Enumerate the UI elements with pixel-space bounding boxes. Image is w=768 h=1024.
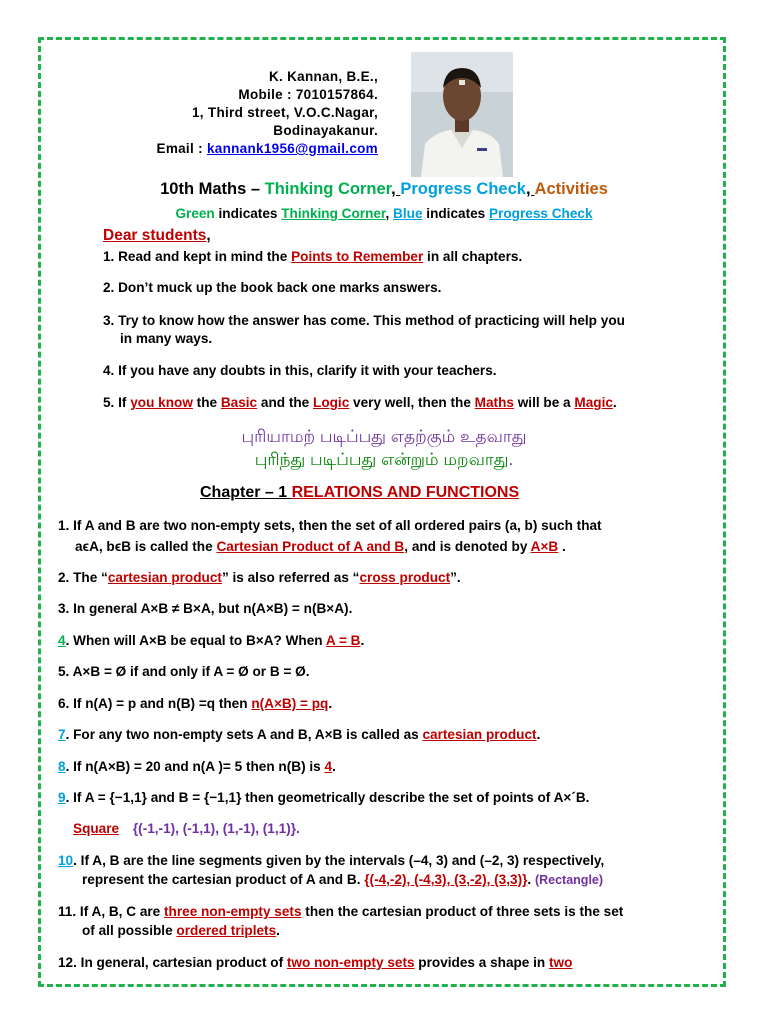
point-8-end: .	[332, 759, 336, 774]
intro-5-i: will be a	[513, 395, 575, 410]
point-2-end: ”.	[450, 570, 461, 585]
tamil-line-2-text: புரிந்து படிப்பது என்றும் மறவாது	[254, 450, 509, 469]
intro-5-magic: Magic	[574, 395, 613, 410]
point-12-two: two	[549, 955, 573, 970]
intro-point-3a: 3. Try to know how the answer has come. This method of practicing will help you	[103, 313, 625, 328]
author-photo	[411, 52, 513, 177]
point-8-answer: 4	[324, 759, 333, 774]
greeting-text: Dear students	[103, 227, 207, 244]
title-prefix: 10th Maths –	[160, 180, 265, 198]
legend-indicates-2: indicates	[426, 206, 486, 221]
point-10-rectangle: (Rectangle)	[534, 873, 604, 887]
point-2	[58, 570, 461, 585]
legend-blue: Blue	[393, 206, 423, 221]
intro-point-5	[103, 395, 617, 410]
point-10-number: 10	[58, 853, 74, 868]
intro-5-maths: Maths	[474, 395, 514, 410]
point-2-cross: cross product	[359, 570, 451, 585]
point-9-answer-line	[73, 821, 300, 836]
point-11-text: 11. If A, B, C are	[58, 904, 165, 919]
legend-green: Green	[175, 206, 215, 221]
point-11a	[58, 904, 623, 919]
point-8-number: 8	[58, 759, 66, 774]
author-email-line	[100, 140, 378, 158]
tamil-line-2-dot: .	[508, 450, 514, 469]
point-11-triplets: ordered triplets	[176, 923, 277, 938]
author-mobile: Mobile : 7010157864.	[238, 87, 378, 102]
point-1b	[75, 539, 566, 554]
point-12-text: 12. In general, cartesian product of	[58, 955, 287, 970]
title-progress-check: Progress Check	[400, 180, 526, 198]
point-9-square: Square	[73, 821, 120, 836]
title-activities: Activities	[534, 180, 608, 198]
email-label: Email :	[156, 141, 203, 156]
point-8	[58, 759, 336, 774]
point-12-two-sets: two non-empty sets	[286, 955, 415, 970]
email-link[interactable]: kannank1956@gmail.com	[206, 141, 378, 156]
contact-block	[100, 68, 378, 158]
point-1-mid: , and is denoted by	[404, 539, 531, 554]
title-comma-1: ,	[391, 180, 401, 198]
point-4	[58, 633, 364, 648]
title-thinking-corner: Thinking Corner	[264, 180, 392, 198]
point-4-end: .	[360, 633, 365, 648]
point-10-sep: .	[527, 872, 535, 887]
point-9-number: 9	[58, 790, 66, 805]
point-1-cartesian: Cartesian Product of A and B	[216, 539, 405, 554]
point-1a: 1. If A and B are two non-empty sets, then the set of all ordered pairs (a, b) such that	[58, 518, 602, 533]
intro-point-4: 4. If you have any doubts in this, clarify it with your teachers.	[103, 363, 497, 378]
author-name: K. Kannan, B.E.,	[268, 69, 378, 84]
legend-comma: ,	[385, 206, 390, 221]
tamil-line-1: புரியாமற் படிப்பது எதற்கும் உதவாது	[241, 427, 527, 446]
greeting	[103, 227, 211, 245]
author-address-line1: 1, Third street, V.O.C.Nagar,	[191, 105, 378, 120]
point-9-set: {(-1,-1), (-1,1), (1,-1), (1,1)}.	[132, 821, 300, 836]
point-6	[58, 696, 332, 711]
legend-thinking-corner: Thinking Corner	[281, 206, 386, 221]
intro-5-e: and the	[257, 395, 314, 410]
intro-5-c: the	[192, 395, 221, 410]
intro-5-end: .	[612, 395, 617, 410]
color-legend	[0, 206, 768, 221]
point-7-number: 7	[58, 727, 66, 742]
point-8-text: . If n(A×B) = 20 and n(A )= 5 then n(B) is	[65, 759, 325, 774]
intro-1-text: 1. Read and kept in mind the	[103, 249, 292, 264]
point-7-end: .	[536, 727, 541, 742]
point-5: 5. A×B = Ø if and only if A = Ø or B = Ø.	[58, 664, 310, 679]
point-3: 3. In general A×B ≠ B×A, but n(A×B) = n(B×A).	[58, 601, 353, 616]
chapter-heading	[200, 484, 519, 502]
point-7-answer: cartesian product	[422, 727, 537, 742]
point-12-text-2: provides a shape in	[414, 955, 550, 970]
point-2-a: 2. The “	[58, 570, 108, 585]
point-1-text: aϵA, bϵB is called the	[75, 539, 217, 554]
point-6-text: 6. If n(A) = p and n(B) =q then	[58, 696, 252, 711]
tamil-line-2	[0, 450, 768, 472]
point-10-text: . If A, B are the line segments given by the intervals (–4, 3) and (–2, 3) respectively,	[73, 853, 605, 868]
point-4-number: 4	[58, 633, 66, 648]
point-2-c: ” is also referred as “	[221, 570, 360, 585]
point-11b	[82, 923, 280, 938]
point-7-text: . For any two non-empty sets A and B, A×B is called as	[65, 727, 423, 742]
point-10-answer: {(-4,-2), (-4,3), (3,-2), (3,3)}	[364, 872, 528, 887]
point-6-end: .	[328, 696, 333, 711]
point-11-text-3: of all possible	[82, 923, 177, 938]
intro-5-logic: Logic	[313, 395, 350, 410]
intro-1-end: in all chapters.	[423, 249, 523, 264]
chapter-label: Chapter – 1	[200, 484, 292, 501]
point-11-text-2: then the cartesian product of three sets is the set	[301, 904, 624, 919]
point-4-text: . When will A×B be equal to B×A? When	[65, 633, 326, 648]
point-2-cartesian: cartesian product	[107, 570, 222, 585]
point-9	[58, 790, 589, 805]
legend-indicates-1: indicates	[218, 206, 278, 221]
point-12	[58, 955, 572, 970]
intro-5-g: very well, then the	[349, 395, 475, 410]
intro-5-you-know: you know	[130, 395, 193, 410]
point-10a	[58, 853, 604, 868]
intro-point-2: 2. Don’t muck up the book back one marks answers.	[103, 280, 442, 295]
chapter-title: RELATIONS AND FUNCTIONS	[291, 484, 520, 501]
point-10b	[82, 872, 603, 887]
point-6-answer: n(A×B) = pq	[251, 696, 329, 711]
point-11-end: .	[276, 923, 280, 938]
author-address-line2: Bodinayakanur.	[273, 123, 378, 138]
intro-5-a: 5. If	[103, 395, 131, 410]
page-title	[0, 180, 768, 199]
point-1-end: .	[558, 539, 566, 554]
point-1-axb: A×B	[530, 539, 559, 554]
title-comma-2: ,	[525, 180, 535, 198]
point-7	[58, 727, 540, 742]
point-4-answer: A = B	[325, 633, 361, 648]
intro-point-3b: in many ways.	[120, 331, 213, 346]
legend-progress-check: Progress Check	[489, 206, 593, 221]
greeting-comma: ,	[206, 227, 211, 244]
point-10-text-2: represent the cartesian product of A and B.	[82, 872, 365, 887]
intro-1-highlight: Points to Remember	[291, 249, 424, 264]
intro-5-basic: Basic	[220, 395, 258, 410]
intro-point-1	[103, 249, 522, 264]
point-11-three-sets: three non-empty sets	[164, 904, 302, 919]
point-9-text: . If A = {−1,1} and B = {−1,1} then geometrically describe the set of points of A×´B.	[65, 790, 590, 805]
